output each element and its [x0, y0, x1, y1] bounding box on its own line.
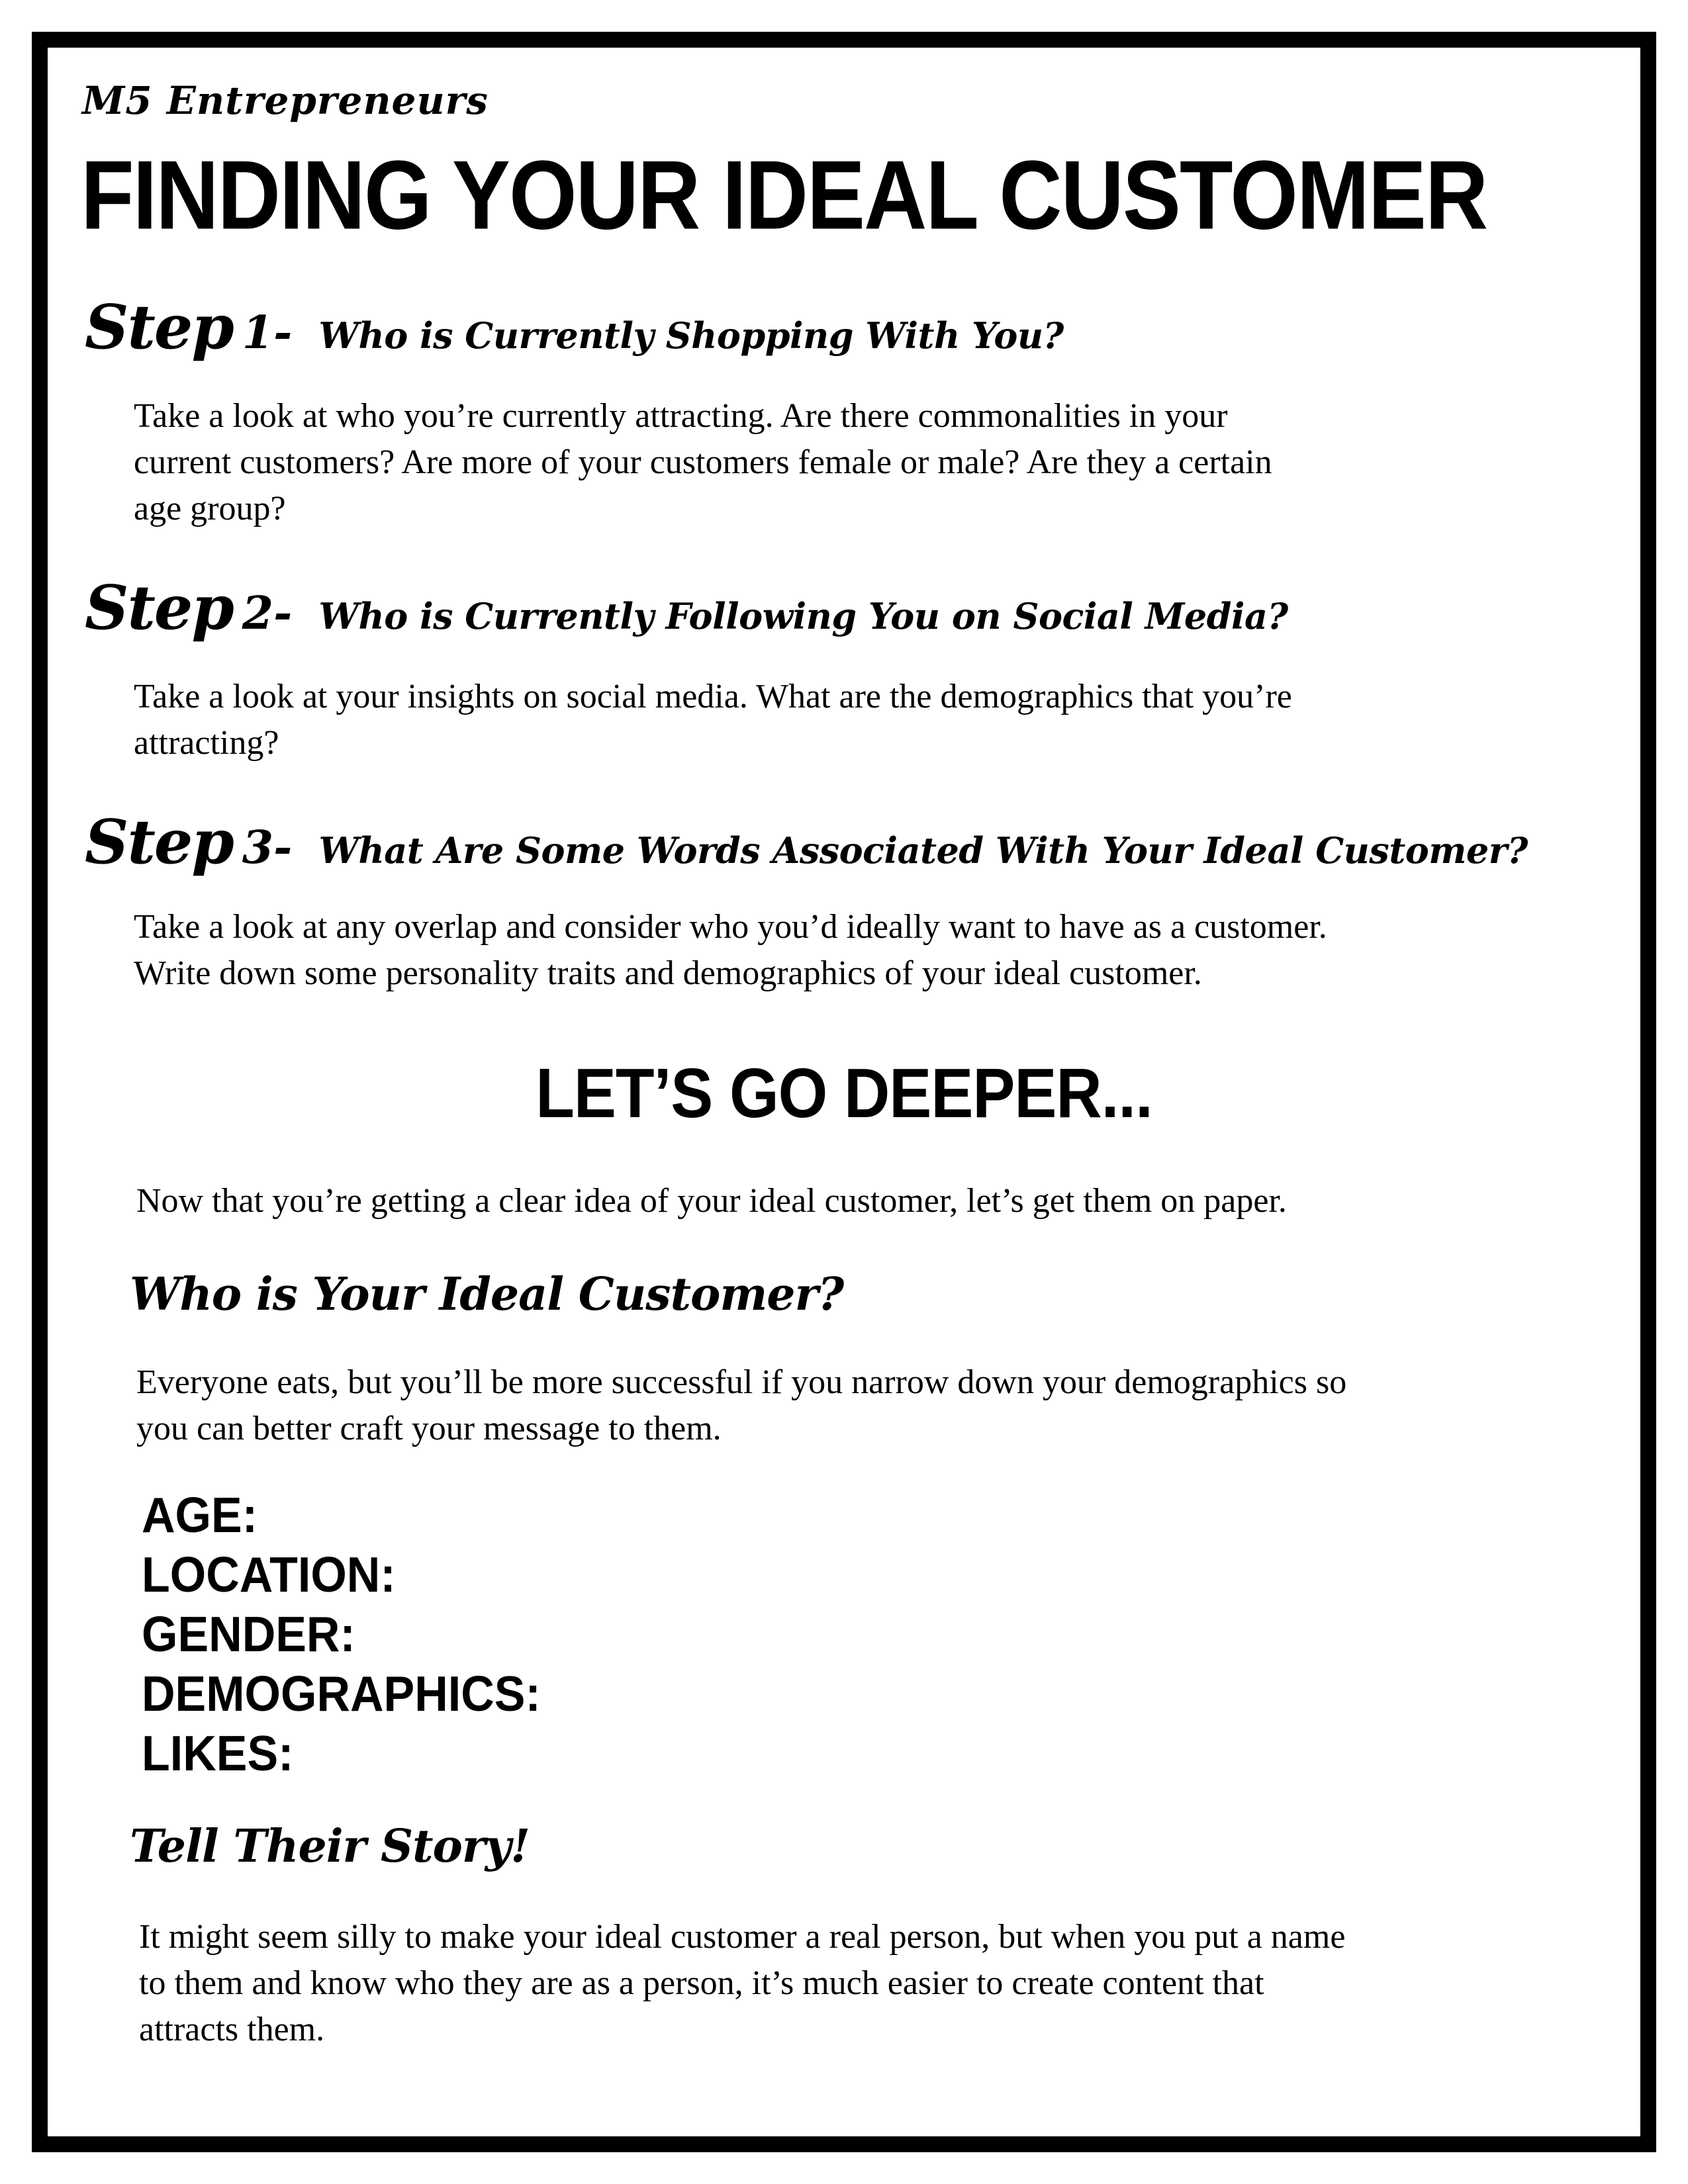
step-2-title: Who is Currently Following You on Social Media? [318, 595, 1288, 637]
step-3-heading [85, 806, 1528, 878]
field-age: AGE: [142, 1486, 258, 1543]
step-1-heading [85, 291, 1064, 363]
page-title: FINDING YOUR IDEAL CUSTOMER [81, 140, 1487, 250]
story-heading: Tell Their Story! [130, 1820, 530, 1873]
step-1-text: Take a look at who you’re currently attracting. Are there commonalities in your current customers? Are more of your customers female or male? Are they a certain age group? [134, 397, 1272, 527]
step-1-word: Step [85, 291, 233, 363]
story-text: It might seem silly to make your ideal customer a real person, but when you put a name to them and know who they are as a person, it’s much easier to create content that attracts them. [139, 1918, 1346, 2048]
field-location: LOCATION: [142, 1546, 396, 1603]
brand-name: M5 Entrepreneurs [82, 78, 489, 123]
ideal-customer-heading: Who is Your Ideal Customer? [130, 1268, 844, 1321]
step-2-number: 2- [242, 587, 293, 640]
customer-fields-list [142, 1485, 541, 1783]
step-2-word: Step [85, 572, 233, 643]
step-1-number: 1- [242, 306, 293, 359]
step-2-text: Take a look at your insights on social media. What are the demographics that you’re attracting? [134, 678, 1292, 762]
step-3-text: Take a look at any overlap and consider who you’d ideally want to have as a customer. Write down some personality traits and demographics of your ideal customer. [134, 908, 1327, 992]
section-title-deeper: LET’S GO DEEPER... [536, 1054, 1152, 1133]
step-3-word: Step [85, 806, 233, 878]
step-2-heading [85, 572, 1288, 643]
field-likes: LIKES: [142, 1725, 294, 1782]
deeper-intro-text: Now that you’re getting a clear idea of your ideal customer, let’s get them on paper. [136, 1182, 1287, 1220]
step-3-number: 3- [242, 821, 293, 874]
step-1-title: Who is Currently Shopping With You? [318, 314, 1064, 357]
field-demographics: DEMOGRAPHICS: [142, 1665, 541, 1722]
step-3-title: What Are Some Words Associated With Your Ideal Customer? [318, 829, 1528, 872]
ideal-customer-text: Everyone eats, but you’ll be more successful if you narrow down your demographics so you can better craft your message to them. [136, 1363, 1347, 1447]
field-gender: GENDER: [142, 1606, 355, 1662]
